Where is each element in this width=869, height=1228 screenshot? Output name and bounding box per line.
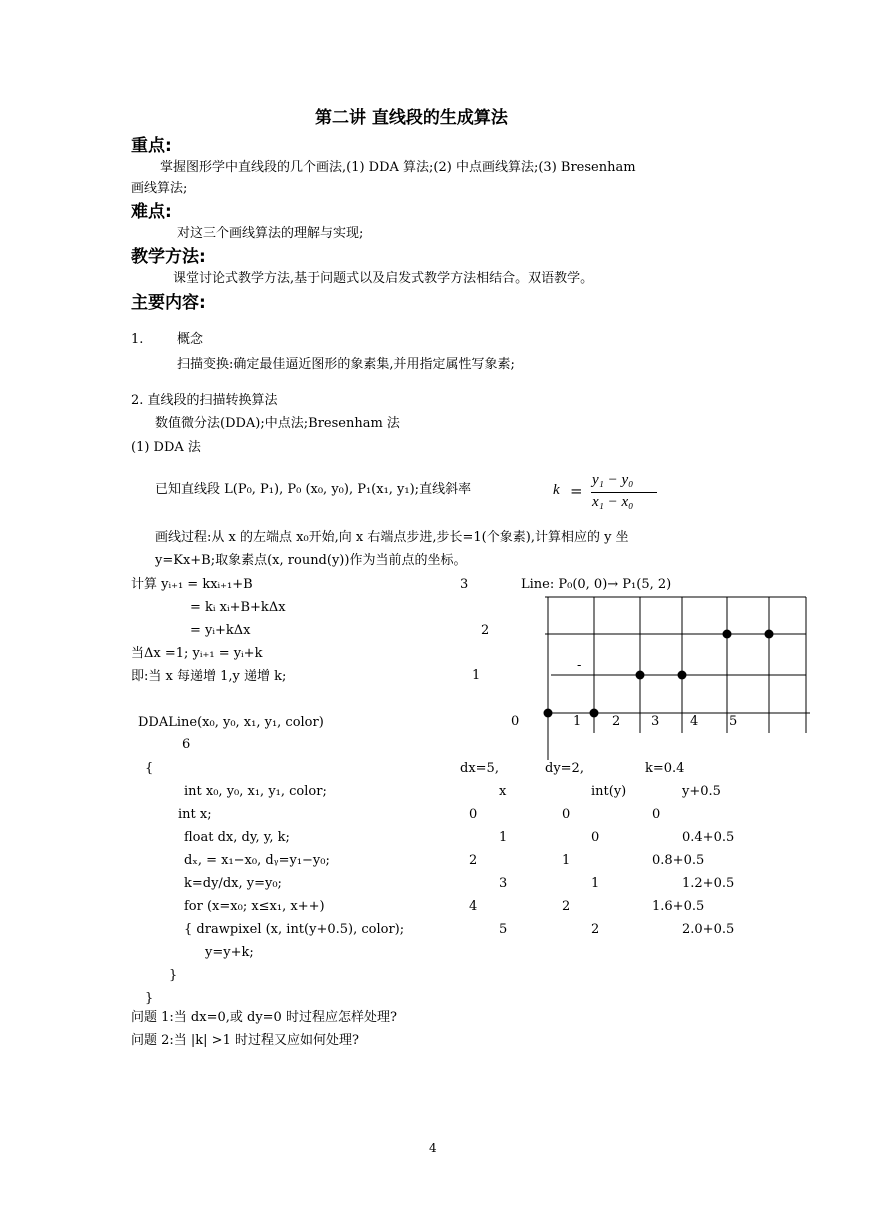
calc-line-1: 计算 yᵢ₊₁ = kxᵢ₊₁+B — [131, 577, 253, 592]
algo-list: 数值微分法(DDA);中点法;Bresenham 法 — [155, 416, 400, 431]
x-tick-label: 3 — [651, 714, 660, 729]
param-k: k=0.4 — [645, 761, 685, 776]
table-header-inty: int(y) — [591, 784, 627, 799]
difficulty-text: 对这三个画线算法的理解与实现; — [177, 226, 364, 241]
chart-title: Line: P₀(0, 0)→ P₁(5, 2) — [521, 577, 672, 592]
x-tick-label: 6 — [182, 737, 191, 752]
key-points-text-1: 掌握图形学中直线段的几个画法,(1) DDA 算法;(2) 中点画线算法;(3) Bresenham — [160, 160, 636, 175]
table-cell: 2 — [562, 899, 571, 914]
table-cell: 0.4+0.5 — [682, 830, 735, 845]
concept-title: 概念 — [177, 332, 204, 347]
y-tick-label: 3 — [460, 577, 469, 592]
pixel-point — [765, 630, 774, 639]
pixel-point — [590, 709, 599, 718]
process-line-1: 画线过程:从 x 的左端点 x₀开始,向 x 右端点步进,步长=1(个象素),计算相应的 y 坐 — [155, 530, 629, 545]
known-line: 已知直线段 L(P₀, P₁), P₀ (x₀, y₀), P₁(x₁, y₁);直线斜率 — [155, 482, 472, 497]
x-tick-label: 4 — [690, 714, 699, 729]
table-cell: 5 — [499, 922, 508, 937]
algo-title: 2. 直线段的扫描转换算法 — [131, 393, 278, 408]
code-line-2: { — [145, 761, 154, 776]
code-line-7: k=dy/dx, y=y₀; — [184, 876, 282, 891]
table-cell: 0 — [591, 830, 600, 845]
pixel-point — [723, 630, 732, 639]
param-dy: dy=2, — [545, 761, 584, 776]
table-cell: 2 — [469, 853, 478, 868]
calc-line-5: 即:当 x 每递增 1,y 递增 k; — [131, 669, 287, 684]
code-line-10: y=y+k; — [205, 945, 254, 960]
concept-body: 扫描变换:确定最佳逼近图形的象素集,并用指定属性写象素; — [177, 357, 515, 372]
pixel-point — [678, 671, 687, 680]
table-cell: 1 — [591, 876, 600, 891]
question-2: 问题 2:当 |k| >1 时过程又应如何处理? — [131, 1033, 359, 1048]
key-points-text-2: 画线算法; — [131, 181, 188, 196]
method-heading: 教学方法: — [131, 247, 206, 267]
pixel-point — [636, 671, 645, 680]
page-number: 4 — [429, 1141, 437, 1155]
table-cell: 1 — [499, 830, 508, 845]
table-cell: 2 — [591, 922, 600, 937]
table-header-y05: y+0.5 — [682, 784, 721, 799]
table-cell: 1 — [562, 853, 571, 868]
calc-line-4: 当Δx =1; yᵢ₊₁ = yᵢ+k — [131, 646, 263, 661]
table-cell: 0 — [562, 807, 571, 822]
table-cell: 4 — [469, 899, 478, 914]
x-tick-label: 5 — [729, 714, 738, 729]
code-line-8: for (x=x₀; x≤x₁, x++) — [184, 899, 325, 914]
question-1: 问题 1:当 dx=0,或 dy=0 时过程应怎样处理? — [131, 1010, 397, 1025]
content-heading: 主要内容: — [131, 293, 206, 313]
code-line-1: DDALine(x₀, y₀, x₁, y₁, color) — [138, 715, 324, 730]
slope-eq: = — [570, 482, 583, 500]
x-tick-label: 2 — [612, 714, 621, 729]
slope-denominator: x₁ − x₀ — [592, 494, 634, 510]
table-cell: 0 — [652, 807, 661, 822]
calc-line-2: = kᵢ xᵢ+B+kΔx — [190, 600, 286, 615]
dash-mark: - — [577, 658, 582, 673]
calc-line-3: = yᵢ+kΔx — [190, 623, 251, 638]
key-points-heading: 重点: — [131, 136, 172, 156]
code-line-3: int x₀, y₀, x₁, y₁, color; — [184, 784, 327, 799]
page-title: 第二讲 直线段的生成算法 — [315, 108, 508, 128]
table-cell: 0.8+0.5 — [652, 853, 705, 868]
y-tick-label: 2 — [481, 623, 490, 638]
param-dx: dx=5, — [460, 761, 499, 776]
concept-number: 1. — [131, 332, 144, 347]
process-line-2: y=Kx+B;取象素点(x, round(y))作为当前点的坐标。 — [155, 553, 467, 568]
slope-numerator: y₁ − y₀ — [592, 472, 634, 488]
code-line-9: { drawpixel (x, int(y+0.5), color); — [184, 922, 405, 937]
dda-heading: (1) DDA 法 — [131, 440, 201, 455]
slope-k: k — [553, 482, 560, 498]
table-header-x: x — [499, 784, 507, 799]
table-cell: 3 — [499, 876, 508, 891]
pixel-point — [544, 709, 553, 718]
table-cell: 1.6+0.5 — [652, 899, 705, 914]
y-tick-label: 0 — [511, 714, 520, 729]
table-cell: 2.0+0.5 — [682, 922, 735, 937]
code-line-4: int x; — [178, 807, 212, 822]
y-tick-label: 1 — [472, 668, 481, 683]
method-text: 课堂讨论式教学方法,基于问题式以及启发式教学方法相结合。双语教学。 — [173, 271, 594, 286]
table-cell: 1.2+0.5 — [682, 876, 735, 891]
code-line-12: } — [145, 991, 154, 1006]
code-line-11: } — [169, 968, 178, 983]
x-tick-label: 1 — [573, 714, 582, 729]
difficulty-heading: 难点: — [131, 202, 172, 222]
code-line-6: dₓ, = x₁−x₀, dᵧ=y₁−y₀; — [184, 853, 330, 868]
code-line-5: float dx, dy, y, k; — [184, 830, 290, 845]
table-cell: 0 — [469, 807, 478, 822]
